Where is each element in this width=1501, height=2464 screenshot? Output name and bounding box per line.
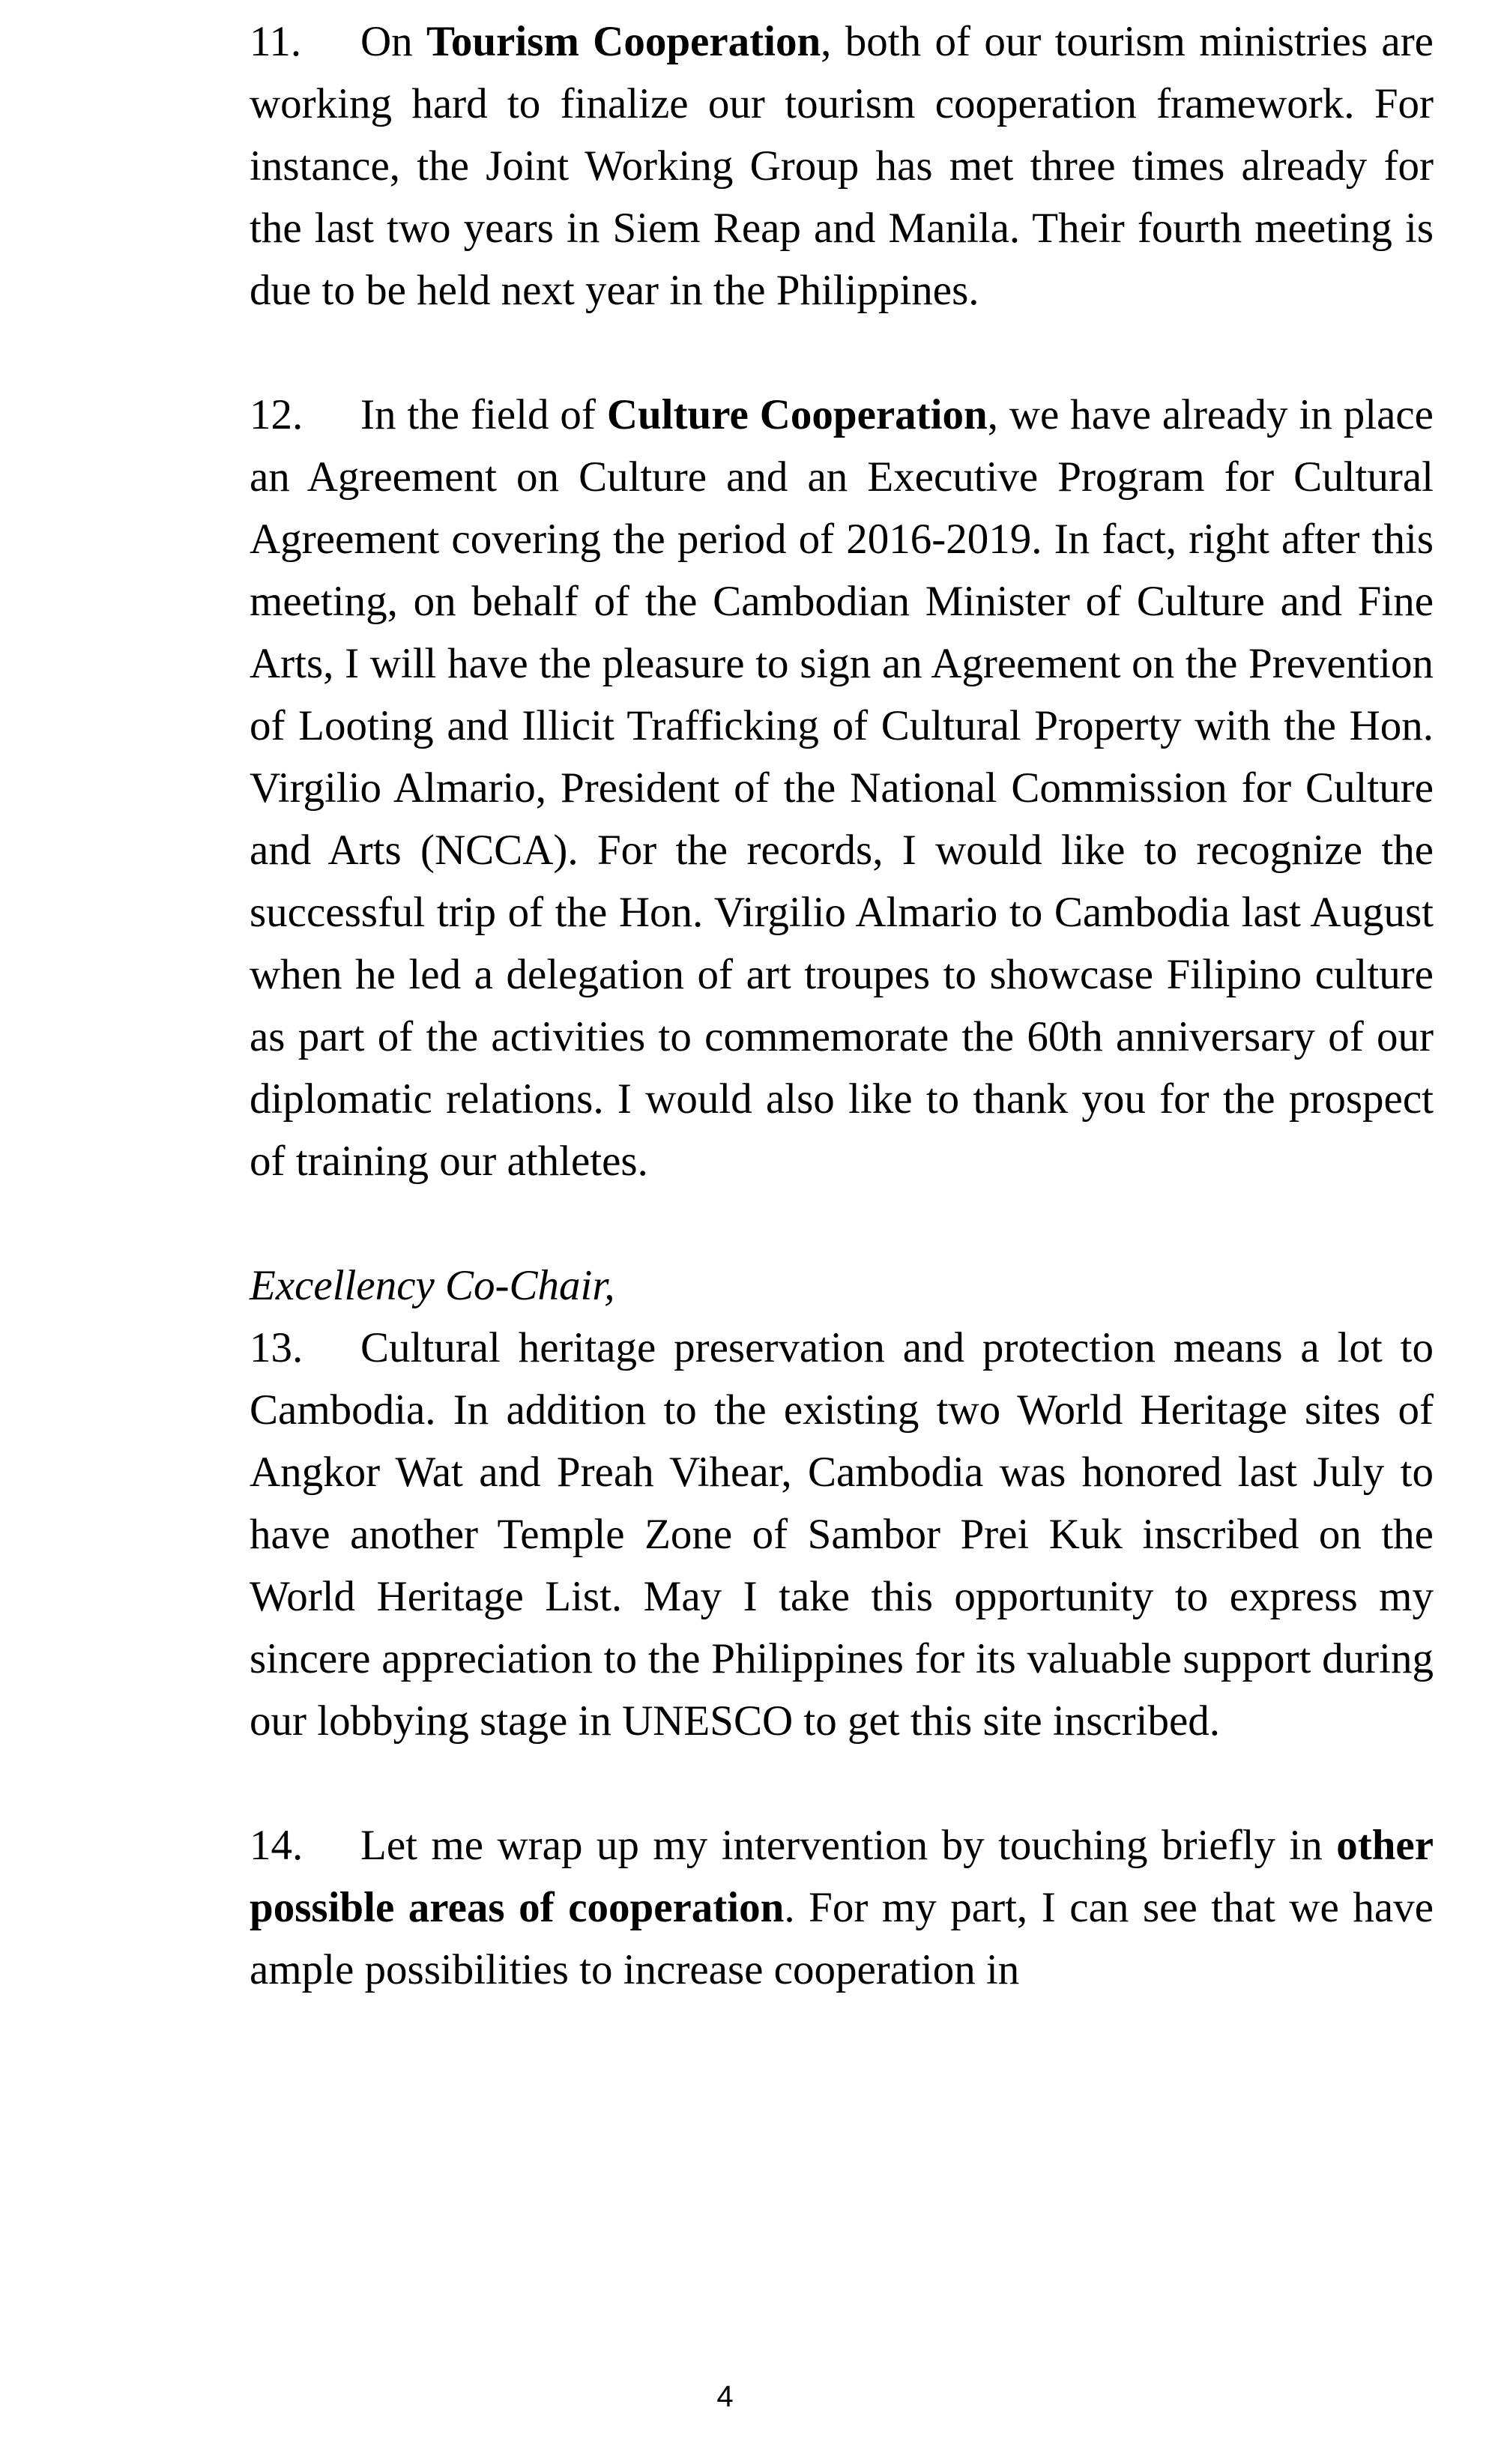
salutation: Excellency Co-Chair, (250, 1262, 615, 1309)
emphasis-text: Culture Cooperation (606, 391, 988, 438)
paragraph-text: , both of our tourism ministries are working hard to finalize our tourism cooperation framework. For instance, the Joint Working Group has met three times already for the last two years in Siem Reap and Manila. Their fourth meeting is due to be held next year in the Philippines. (250, 18, 1434, 314)
paragraph-spacer (250, 1192, 1434, 1254)
paragraph-text: , we have already in place an Agreement on Culture and an Executive Program for Cultural Agreement covering the period of 2016-2019. In fact, right after this meeting, on behalf of the Cambodian Minister of Culture and Fine Arts, I will have the pleasure to sign an Agreement on the Prevention of Looting and Illicit Trafficking of Cultural Property with the Hon. Virgilio Almario, President of the National Commission for Culture and Arts (NCCA). For the records, I would like to recognize the successful trip of the Hon. Virgilio Almario to Cambodia last August when he led a delegation of art troupes to showcase Filipino culture as part of the activities to commemorate the 60th anniversary of our diplomatic relations. I would also like to thank you for the prospect of training our athletes. (250, 391, 1434, 1185)
paragraph-text: On (360, 18, 427, 65)
paragraph-number: 13. (250, 1324, 303, 1371)
paragraph-spacer (250, 321, 1434, 384)
paragraph-number: 14. (250, 1822, 303, 1869)
emphasis-text: other possible areas of cooperation (250, 1822, 1434, 1931)
document-body (250, 10, 1434, 2001)
paragraph-text: . For my part, I can see that we have ample possibilities to increase cooperation in (250, 1884, 1434, 1993)
paragraph-number: 12. (250, 391, 303, 438)
paragraph-14 (250, 1814, 1434, 2001)
paragraph-11 (250, 10, 1434, 321)
paragraph-12 (250, 384, 1434, 1192)
paragraph-spacer (250, 1752, 1434, 1814)
paragraph-text: In the field of (360, 391, 607, 438)
paragraph-text: Cultural heritage preservation and protection means a lot to Cambodia. In addition to the existing two World Heritage sites of Angkor Wat and Preah Vihear, Cambodia was honored last July to have another Temple Zone of Sambor Prei Kuk inscribed on the World Heritage List. May I take this opportunity to express my sincere appreciation to the Philippines for its valuable support during our lobbying stage in UNESCO to get this site inscribed. (250, 1324, 1434, 1745)
paragraph-text: Let me wrap up my intervention by touching briefly in (360, 1822, 1337, 1869)
paragraph-13 (250, 1317, 1434, 1752)
paragraph-number: 11. (250, 18, 302, 65)
emphasis-text: Tourism Cooperation (426, 18, 821, 65)
page-number: 4 (716, 2380, 734, 2413)
